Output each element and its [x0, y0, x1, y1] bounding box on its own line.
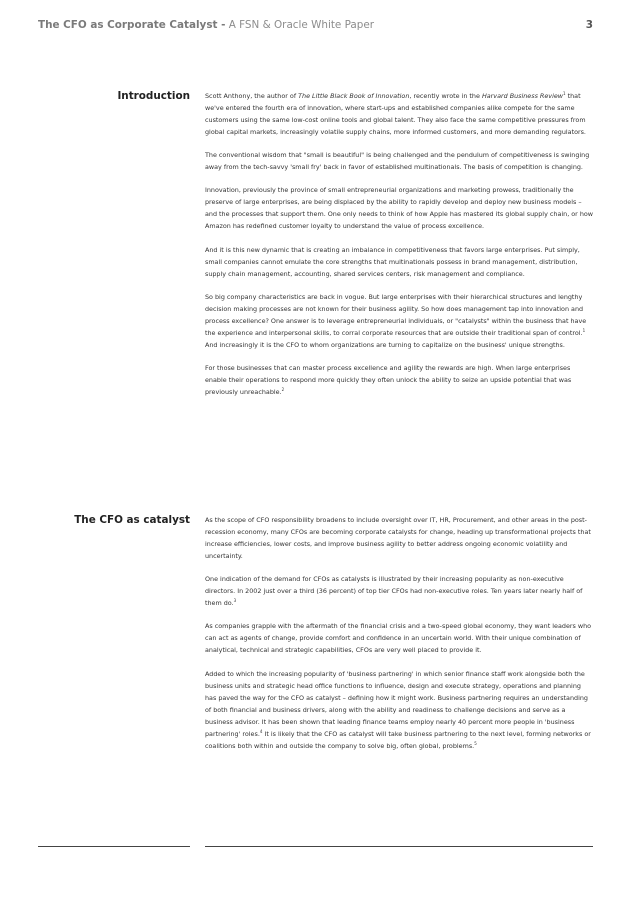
body-paragraph — [205, 573, 593, 609]
footnote-marker: 1 — [563, 91, 566, 96]
text-run: One indication of the demand for CFOs as catalysts is illustrated by their increasing popularity as non-executive directors. In 2002 just over a third (36 percent) of top tier CFOs had non-executive roles. Ten years later nearly half of them do. — [205, 575, 583, 608]
footnote-marker: 5 — [474, 740, 477, 746]
footnote-marker: 1 — [582, 327, 586, 333]
body-paragraph — [205, 514, 593, 562]
body-paragraph — [205, 291, 593, 351]
text-run: Scott Anthony, the author of — [205, 92, 299, 100]
section-heading-cfo-as-catalyst: The CFO as catalyst — [74, 514, 190, 526]
body-paragraph — [205, 362, 593, 398]
footnote-marker: 2 — [281, 386, 285, 392]
text-run: Innovation, previously the province of small entrepreneurial organizations and marketing prowess, traditionally the preserve of large enterprises, are being displaced by the ability to rapidly develop and deploy new business models – and the processes that support them. One only needs to think of how Apple has mastered its global supply chain, or how Amazon has redefined customer loyalty to understand the value of process excellence. — [205, 186, 594, 231]
page-header — [38, 17, 593, 33]
text-run: It is likely that the CFO as catalyst will take business partnering to the next level, forming networks or coalitions both within and outside the company to solve big, often global, problems. — [205, 729, 591, 750]
text-run: The conventional wisdom that "small is beautiful" is being challenged and the pendulum of competitiveness is swinging away from the tech-savvy 'small fry' back in favor of established multinationals. The basis of competition is changing. — [205, 151, 590, 172]
text-run: , recently wrote in the — [409, 92, 482, 100]
text-run: For those businesses that can master process excellence and agility the rewards are high. When large enterprises enable their operations to respond more quickly they often unlock the ability to seize an upside potential that was previously unreachable. — [205, 363, 572, 396]
footnote-marker: 4 — [259, 728, 263, 734]
body-paragraph — [205, 668, 593, 752]
section-body-introduction — [205, 90, 593, 409]
header-title: The CFO as Corporate Catalyst - — [38, 19, 226, 31]
footer-rule-left — [38, 846, 190, 847]
text-run: So big company characteristics are back in vogue. But large enterprises with their hierarchical structures and lengthy decision making processes are not known for their business agility. So how does management tap into innovation and process excellence? One answer is to leverage entrepreneurial individuals, or "catalysts" within the business that have the experience and interpersonal skills, to corral corporate resources that are outside their traditional span of control. — [205, 292, 587, 337]
footer-rule-right — [205, 846, 593, 847]
text-run: that we've entered the fourth era of innovation, where start-ups and established companies alike compete for the same customers using the same low-cost online tools and global talent. They also face the same competitive pressures from global capital markets, increasingly volatile supply chains, more informed customers, and more demanding regulators. — [205, 92, 586, 136]
body-paragraph — [205, 90, 593, 138]
italic-title: Harvard Business Review — [481, 92, 564, 100]
text-run: And increasingly it is the CFO to whom organizations are turning to capitalize on the business' unique strengths. — [205, 340, 565, 349]
body-paragraph — [205, 149, 593, 173]
text-run: As the scope of CFO responsibility broadens to include oversight over IT, HR, Procurement, and other areas in the post-recession economy, many CFOs are becoming corporate catalysts for change, heading up transformational projects that increase efficiencies, lower costs, and improve business agility to better address ongoing economic volatility and uncertainty. — [205, 516, 591, 560]
page-number: 3 — [585, 19, 593, 31]
text-run: Added to which the increasing popularity of 'business partnering' in which senior finance staff work alongside both the business units and strategic head office functions to influence, design and execute strategy, operations and planning has paved the way for the CFO as catalyst – defining how it might work. Business partnering requires an understanding of both financial and business drivers, along with the ability and readiness to challenge decisions and serve as a business advisor. It has been shown that leading finance teams employ nearly 40 percent more people in 'business partnering' roles. — [205, 669, 588, 738]
section-heading-introduction: Introduction — [117, 90, 190, 102]
footnote-marker: 3 — [233, 598, 237, 604]
text-run: And it is this new dynamic that is creating an imbalance in competitiveness that favors large enterprises. Put simply, small companies cannot emulate the core strengths that multinationals possess in brand management, distribution, supply chain management, accounting, shared services centers, risk management and compliance. — [205, 245, 580, 278]
body-paragraph — [205, 244, 593, 280]
text-run: As companies grapple with the aftermath of the financial crisis and a two-speed global economy, they want leaders who can act as agents of change, provide comfort and confidence in an uncertain world. With their unique combination of analytical, technical and strategic capabilities, CFOs are very well placed to provide it. — [205, 622, 592, 655]
body-paragraph — [205, 184, 593, 232]
header-subtitle: A FSN & Oracle White Paper — [225, 19, 375, 31]
body-paragraph — [205, 620, 593, 656]
italic-title: The Little Black Book of Innovation — [298, 92, 410, 100]
section-body-cfo-as-catalyst — [205, 514, 593, 763]
